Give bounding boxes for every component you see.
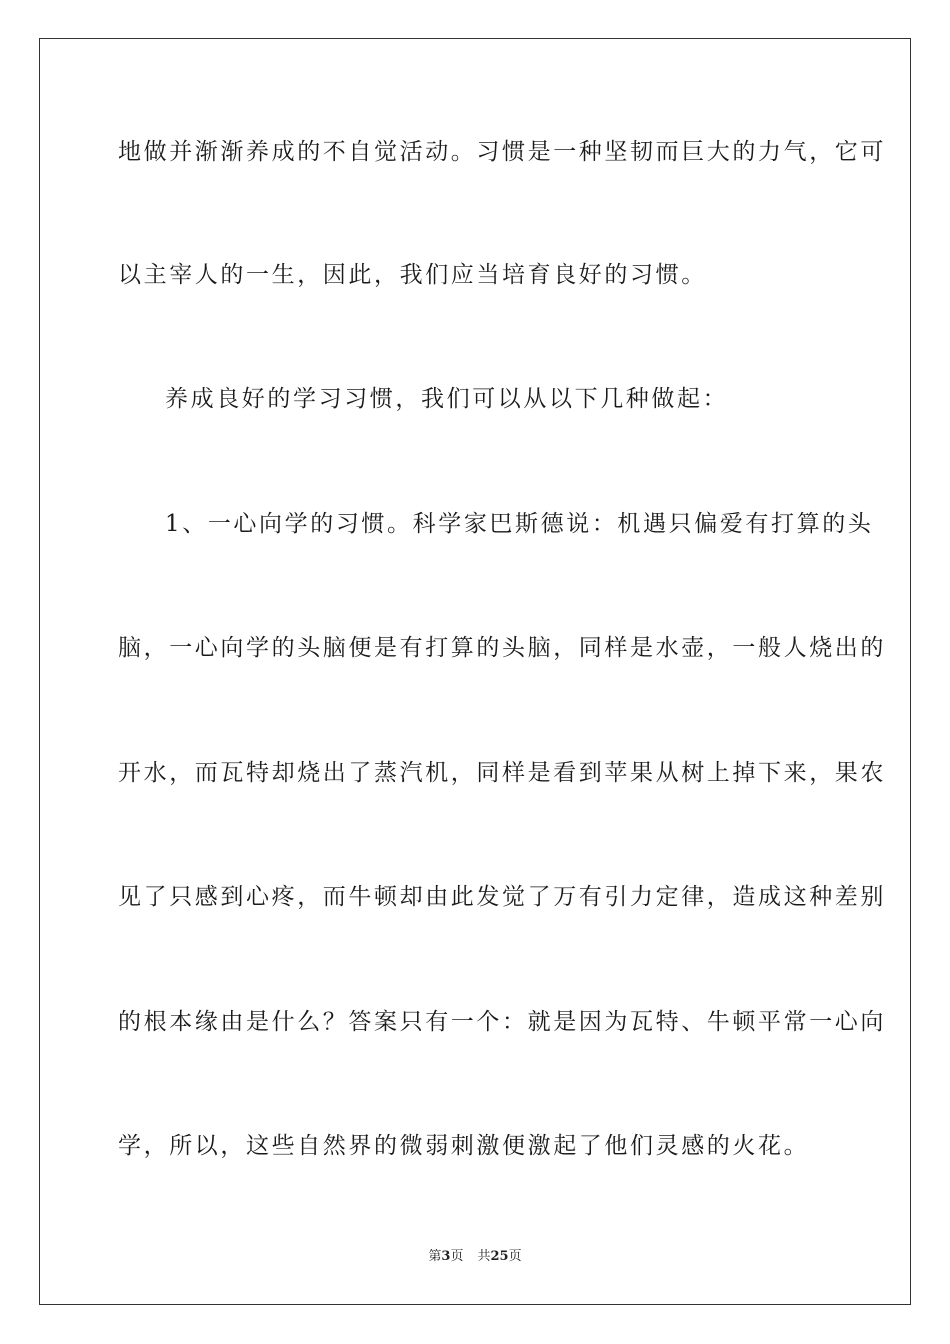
page-suffix: 页	[450, 1249, 464, 1264]
text-line-9: 学，所以，这些自然界的微弱刺激便激起了他们灵感的火花。	[118, 1133, 810, 1159]
total-suffix: 页	[508, 1249, 522, 1264]
text-line-2: 以主宰人的一生，因此，我们应当培育良好的习惯。	[118, 262, 707, 288]
page-border	[39, 38, 911, 1305]
text-line-7: 见了只感到心疼，而牛顿却由此发觉了万有引力定律，造成这种差别	[118, 884, 886, 910]
text-line-6: 开水，而瓦特却烧出了蒸汽机，同样是看到苹果从树上掉下来，果农	[118, 760, 886, 786]
text-line-8: 的根本缘由是什么？答案只有一个：就是因为瓦特、牛顿平常一心向	[118, 1009, 886, 1035]
total-prefix: 共	[477, 1249, 491, 1264]
page-prefix: 第	[428, 1249, 442, 1264]
text-line-3: 养成良好的学习习惯，我们可以从以下几种做起：	[165, 386, 729, 412]
page-footer	[0, 1248, 950, 1266]
text-line-4: 1、一心向学的习惯。科学家巴斯德说：机遇只偏爱有打算的头	[165, 511, 874, 537]
total-pages: 25	[490, 1249, 509, 1264]
text-line-1: 地做并渐渐养成的不自觉活动。习惯是一种坚韧而巨大的力气，它可	[118, 139, 886, 165]
page-number: 3	[441, 1249, 451, 1264]
text-line-5: 脑，一心向学的头脑便是有打算的头脑，同样是水壶，一般人烧出的	[118, 635, 886, 661]
